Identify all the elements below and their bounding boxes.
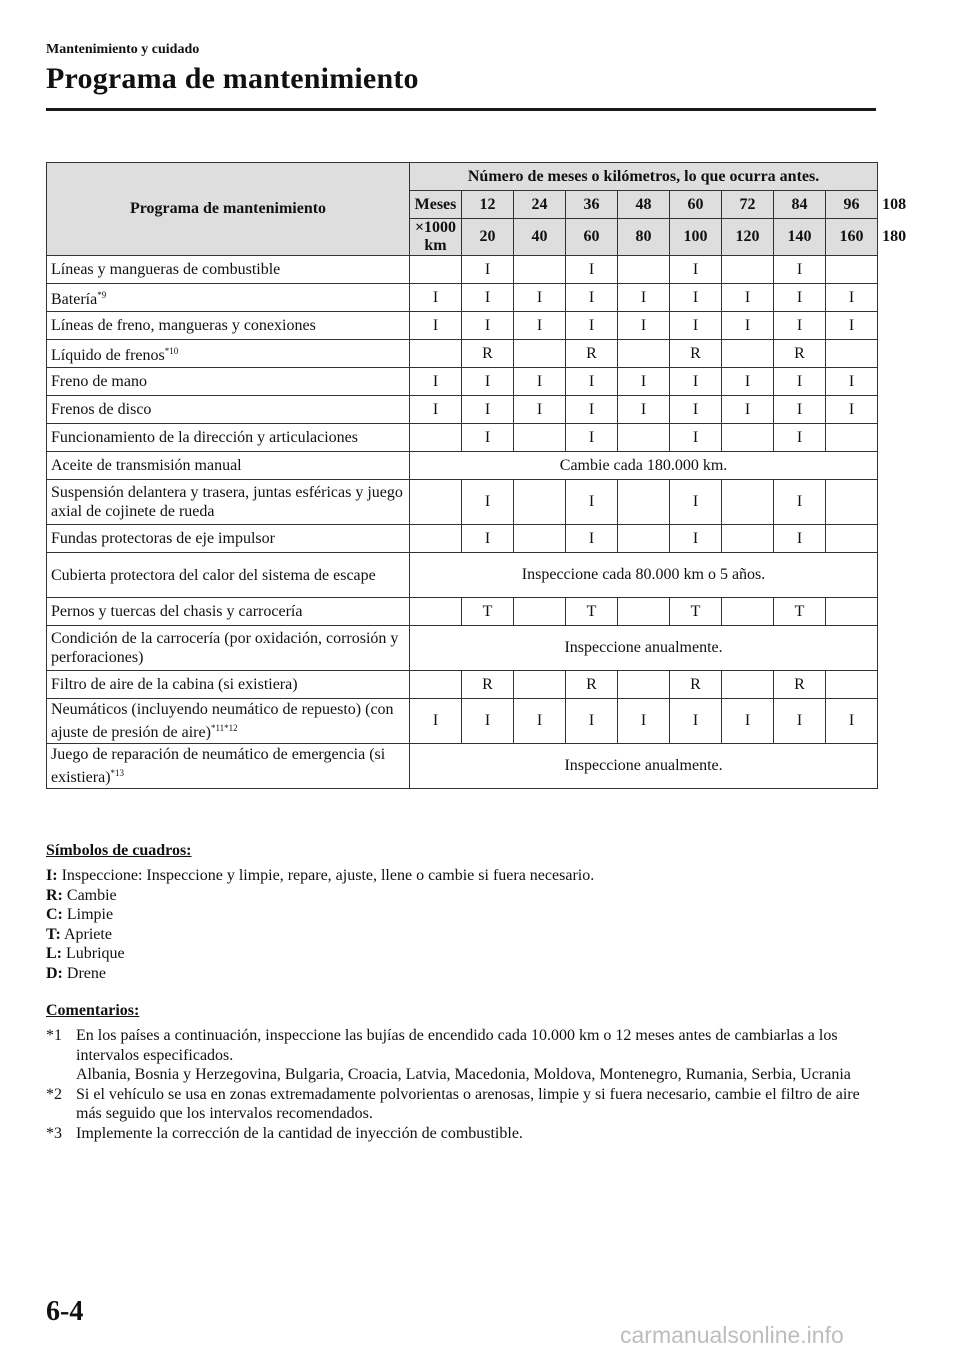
item-label-cell xyxy=(47,553,410,598)
schedule-cell xyxy=(410,424,462,452)
legend-text: Apriete xyxy=(63,925,112,943)
item-label: Suspensión delantera y trasera, juntas esféricas y juego axial de cojinete de rueda xyxy=(51,484,403,520)
schedule-cell: I xyxy=(462,525,514,553)
km-value: 100 xyxy=(670,219,722,256)
schedule-cell: I xyxy=(618,699,670,744)
footnote-ref: *9 xyxy=(97,290,107,300)
schedule-cell: R xyxy=(774,340,826,368)
km-value: 60 xyxy=(566,219,618,256)
schedule-cell: I xyxy=(722,396,774,424)
table-row xyxy=(47,598,878,626)
schedule-cell: I xyxy=(774,284,826,312)
legend-item xyxy=(46,905,594,925)
schedule-cell xyxy=(722,424,774,452)
schedule-cell xyxy=(514,525,566,553)
months-value: 48 xyxy=(618,191,670,219)
schedule-cell xyxy=(826,424,878,452)
schedule-cell: I xyxy=(462,480,514,525)
schedule-cell xyxy=(410,480,462,525)
schedule-cell: I xyxy=(514,312,566,340)
table-row xyxy=(47,340,878,368)
schedule-cell: T xyxy=(774,598,826,626)
schedule-cell xyxy=(410,525,462,553)
schedule-cell: I xyxy=(774,368,826,396)
footnote-ref: *13 xyxy=(110,768,125,778)
table-corner-header: Programa de mantenimiento xyxy=(47,163,410,256)
legend-heading: Símbolos de cuadros: xyxy=(46,842,192,859)
schedule-cell: T xyxy=(566,598,618,626)
months-value: 36 xyxy=(566,191,618,219)
item-label-cell xyxy=(47,424,410,452)
schedule-cell: I xyxy=(774,312,826,340)
schedule-cell: R xyxy=(774,671,826,699)
legend-text: Lubrique xyxy=(66,945,125,963)
item-label: Cubierta protectora del calor del sistema de escape xyxy=(51,566,376,584)
months-value: 60 xyxy=(670,191,722,219)
schedule-cell: I xyxy=(566,396,618,424)
schedule-cell: I xyxy=(566,480,618,525)
schedule-cell: I xyxy=(826,699,878,744)
note-key: *3 xyxy=(46,1124,62,1142)
schedule-cell xyxy=(410,671,462,699)
item-label-cell xyxy=(47,368,410,396)
schedule-cell: I xyxy=(826,368,878,396)
schedule-cell: I xyxy=(410,312,462,340)
footnote-ref: *10 xyxy=(164,346,179,356)
schedule-cell: I xyxy=(774,525,826,553)
table-row xyxy=(47,525,878,553)
item-label: Juego de reparación de neumático de emergencia (si existiera) xyxy=(51,746,386,786)
schedule-cell: R xyxy=(566,671,618,699)
item-label: Batería xyxy=(51,291,98,308)
schedule-cell: I xyxy=(670,699,722,744)
legend-key: R: xyxy=(46,886,63,904)
legend-item xyxy=(46,886,594,906)
page-title: Programa de mantenimiento xyxy=(46,62,419,95)
schedule-cell xyxy=(618,598,670,626)
item-label: Funcionamiento de la dirección y articulaciones xyxy=(51,429,358,446)
table-row xyxy=(47,626,878,671)
notes-list xyxy=(46,1026,876,1144)
table-row xyxy=(47,256,878,284)
legend-key: C: xyxy=(46,906,63,924)
item-label-cell xyxy=(47,256,410,284)
schedule-cell: I xyxy=(514,396,566,424)
table-row xyxy=(47,452,878,480)
legend-list xyxy=(46,866,594,984)
table-row xyxy=(47,744,878,789)
schedule-cell xyxy=(722,340,774,368)
schedule-cell: I xyxy=(722,312,774,340)
interval-note: Inspeccione anualmente. xyxy=(410,626,878,671)
schedule-cell: I xyxy=(566,256,618,284)
note-line: Implemente la corrección de la cantidad de inyección de combustible. xyxy=(76,1124,523,1142)
item-label-cell xyxy=(47,340,410,368)
schedule-cell xyxy=(618,480,670,525)
schedule-cell: I xyxy=(514,368,566,396)
table-row xyxy=(47,699,878,744)
schedule-cell: I xyxy=(826,396,878,424)
schedule-cell: I xyxy=(514,284,566,312)
schedule-cell: I xyxy=(566,284,618,312)
note-item xyxy=(46,1124,876,1144)
months-value: 72 xyxy=(722,191,774,219)
legend-text: Inspeccione: Inspeccione y limpie, repare, ajuste, llene o cambie si fuera necesario. xyxy=(61,867,595,884)
notes-heading: Comentarios: xyxy=(46,1002,140,1019)
schedule-cell: I xyxy=(462,284,514,312)
schedule-cell xyxy=(826,598,878,626)
maintenance-schedule-table xyxy=(46,162,907,789)
schedule-cell: I xyxy=(670,525,722,553)
item-label: Fundas protectoras de eje impulsor xyxy=(51,530,275,547)
schedule-cell: I xyxy=(722,284,774,312)
schedule-cell: R xyxy=(566,340,618,368)
schedule-cell: I xyxy=(774,256,826,284)
item-label: Líquido de frenos xyxy=(51,347,165,364)
legend-item xyxy=(46,925,594,945)
schedule-cell: I xyxy=(566,424,618,452)
legend-item xyxy=(46,866,594,886)
item-label-cell xyxy=(47,671,410,699)
months-value: 84 xyxy=(774,191,826,219)
footnote-ref: *11*12 xyxy=(210,723,238,733)
legend-text: Cambie xyxy=(66,886,117,904)
schedule-cell: I xyxy=(462,368,514,396)
note-text xyxy=(76,1124,876,1144)
interval-note: Cambie cada 180.000 km. xyxy=(410,452,878,480)
legend-item xyxy=(46,944,594,964)
schedule-cell xyxy=(826,340,878,368)
schedule-cell: I xyxy=(410,368,462,396)
item-label-cell xyxy=(47,480,410,525)
schedule-cell: I xyxy=(670,424,722,452)
schedule-cell xyxy=(722,256,774,284)
table-row xyxy=(47,284,878,312)
watermark: carmanualsonline.info xyxy=(620,1322,844,1348)
item-label-cell xyxy=(47,744,410,789)
interval-note: Inspeccione anualmente. xyxy=(410,744,878,789)
schedule-cell xyxy=(514,424,566,452)
schedule-body xyxy=(47,256,878,789)
schedule-cell: I xyxy=(410,284,462,312)
months-label: Meses xyxy=(410,191,462,219)
note-item xyxy=(46,1085,876,1124)
legend-key: D: xyxy=(46,964,63,982)
item-label-cell xyxy=(47,699,410,744)
schedule-cell: I xyxy=(670,368,722,396)
schedule-cell xyxy=(514,340,566,368)
note-line: Albania, Bosnia y Herzegovina, Bulgaria, Croacia, Latvia, Macedonia, Moldova, Montenegro, Rumania, Serbia, Ucrania xyxy=(76,1066,851,1084)
schedule-cell: I xyxy=(826,284,878,312)
note-text xyxy=(76,1026,876,1085)
schedule-cell xyxy=(826,480,878,525)
table-row xyxy=(47,396,878,424)
schedule-cell: I xyxy=(566,368,618,396)
item-label: Líneas de freno, mangueras y conexiones xyxy=(51,317,316,334)
schedule-cell xyxy=(618,256,670,284)
section-header: Mantenimiento y cuidado xyxy=(46,42,200,57)
note-line: Si el vehículo se usa en zonas extremadamente polvorientas o arenosas, limpie y si fuera necesario, cambie el filtro de aire más seguido que los intervalos recomendados. xyxy=(76,1085,860,1123)
schedule-cell: I xyxy=(410,396,462,424)
item-label: Frenos de disco xyxy=(51,401,152,418)
schedule-cell: I xyxy=(722,699,774,744)
interval-note: Inspeccione cada 80.000 km o 5 años. xyxy=(410,553,878,598)
note-text xyxy=(76,1085,876,1124)
schedule-cell: I xyxy=(462,424,514,452)
header-row-span xyxy=(47,163,878,191)
schedule-cell: I xyxy=(670,312,722,340)
schedule-cell: I xyxy=(670,284,722,312)
schedule-cell: I xyxy=(670,480,722,525)
legend-text: Drene xyxy=(66,964,106,982)
months-value: 12 xyxy=(462,191,514,219)
schedule-cell xyxy=(826,525,878,553)
km-value: 120 xyxy=(722,219,774,256)
item-label-cell xyxy=(47,396,410,424)
table-row xyxy=(47,553,878,598)
schedule-cell: I xyxy=(566,312,618,340)
schedule-cell xyxy=(410,598,462,626)
item-label: Filtro de aire de la cabina (si existiera) xyxy=(51,676,298,693)
item-label: Condición de la carrocería (por oxidación, corrosión y perforaciones) xyxy=(51,630,399,666)
schedule-cell xyxy=(618,424,670,452)
km-value: 20 xyxy=(462,219,514,256)
item-label: Aceite de transmisión manual xyxy=(51,457,242,474)
note-key: *2 xyxy=(46,1085,62,1103)
title-divider xyxy=(46,108,876,111)
legend-text: Limpie xyxy=(66,906,114,924)
note-item xyxy=(46,1026,876,1085)
table-row xyxy=(47,480,878,525)
schedule-cell: R xyxy=(462,671,514,699)
schedule-cell xyxy=(514,256,566,284)
schedule-cell: T xyxy=(462,598,514,626)
schedule-cell xyxy=(514,671,566,699)
months-value: 24 xyxy=(514,191,566,219)
interval-span-header: Número de meses o kilómetros, lo que ocurra antes. xyxy=(410,163,878,191)
schedule-cell: I xyxy=(774,424,826,452)
months-header-row: Meses 12 24 36 48 60 72 84 96 108 xyxy=(47,191,878,219)
schedule-cell xyxy=(618,671,670,699)
km-value: 80 xyxy=(618,219,670,256)
item-label: Líneas y mangueras de combustible xyxy=(51,261,281,278)
schedule-cell: R xyxy=(462,340,514,368)
schedule-cell: I xyxy=(462,396,514,424)
item-label-cell xyxy=(47,284,410,312)
page-number: 6-4 xyxy=(46,1296,84,1327)
legend-key: L: xyxy=(46,945,62,963)
schedule-cell: I xyxy=(410,699,462,744)
schedule-cell xyxy=(722,598,774,626)
schedule-cell: I xyxy=(618,396,670,424)
item-label-cell xyxy=(47,598,410,626)
table-row xyxy=(47,424,878,452)
km-header-row: ×1000 km 20 40 60 80 100 120 140 160 180 xyxy=(47,219,878,256)
months-value: 96 xyxy=(826,191,878,219)
schedule-cell xyxy=(618,525,670,553)
item-label: Pernos y tuercas del chasis y carrocería xyxy=(51,603,303,620)
legend-key: T: xyxy=(46,925,61,943)
schedule-cell: I xyxy=(618,312,670,340)
schedule-cell: I xyxy=(566,699,618,744)
item-label-cell xyxy=(47,626,410,671)
schedule-cell: I xyxy=(774,480,826,525)
schedule-cell xyxy=(410,340,462,368)
km-label: ×1000 km xyxy=(410,219,462,256)
schedule-cell xyxy=(826,671,878,699)
schedule-cell: I xyxy=(514,699,566,744)
table-row xyxy=(47,368,878,396)
item-label: Neumáticos (incluyendo neumático de repuesto) (con ajuste de presión de aire) xyxy=(51,701,394,741)
item-label-cell xyxy=(47,312,410,340)
schedule-cell: R xyxy=(670,671,722,699)
item-label-cell xyxy=(47,525,410,553)
schedule-cell: I xyxy=(774,699,826,744)
schedule-cell: I xyxy=(618,284,670,312)
table-row xyxy=(47,671,878,699)
schedule-cell xyxy=(514,598,566,626)
schedule-cell xyxy=(722,480,774,525)
schedule-cell: I xyxy=(670,256,722,284)
schedule-cell: I xyxy=(566,525,618,553)
km-value: 160 xyxy=(826,219,878,256)
schedule-cell: I xyxy=(670,396,722,424)
schedule-cell: R xyxy=(670,340,722,368)
schedule-cell xyxy=(618,340,670,368)
km-value: 40 xyxy=(514,219,566,256)
schedule-cell xyxy=(826,256,878,284)
schedule-cell: I xyxy=(462,699,514,744)
note-line: En los países a continuación, inspeccione las bujías de encendido cada 10.000 km o 12 meses antes de cambiarlas a los intervalos especificados. xyxy=(76,1027,838,1064)
schedule-cell xyxy=(410,256,462,284)
schedule-cell: I xyxy=(462,256,514,284)
schedule-cell: I xyxy=(462,312,514,340)
schedule-cell xyxy=(722,671,774,699)
km-value: 140 xyxy=(774,219,826,256)
schedule-cell: I xyxy=(722,368,774,396)
schedule-cell: I xyxy=(826,312,878,340)
schedule-cell: I xyxy=(774,396,826,424)
table-row xyxy=(47,312,878,340)
schedule-cell xyxy=(722,525,774,553)
item-label-cell xyxy=(47,452,410,480)
schedule-cell: I xyxy=(618,368,670,396)
legend-item xyxy=(46,964,594,984)
note-key: *1 xyxy=(46,1027,62,1044)
schedule-cell xyxy=(514,480,566,525)
item-label: Freno de mano xyxy=(51,373,147,390)
schedule-cell: T xyxy=(670,598,722,626)
legend-key: I: xyxy=(46,867,58,884)
